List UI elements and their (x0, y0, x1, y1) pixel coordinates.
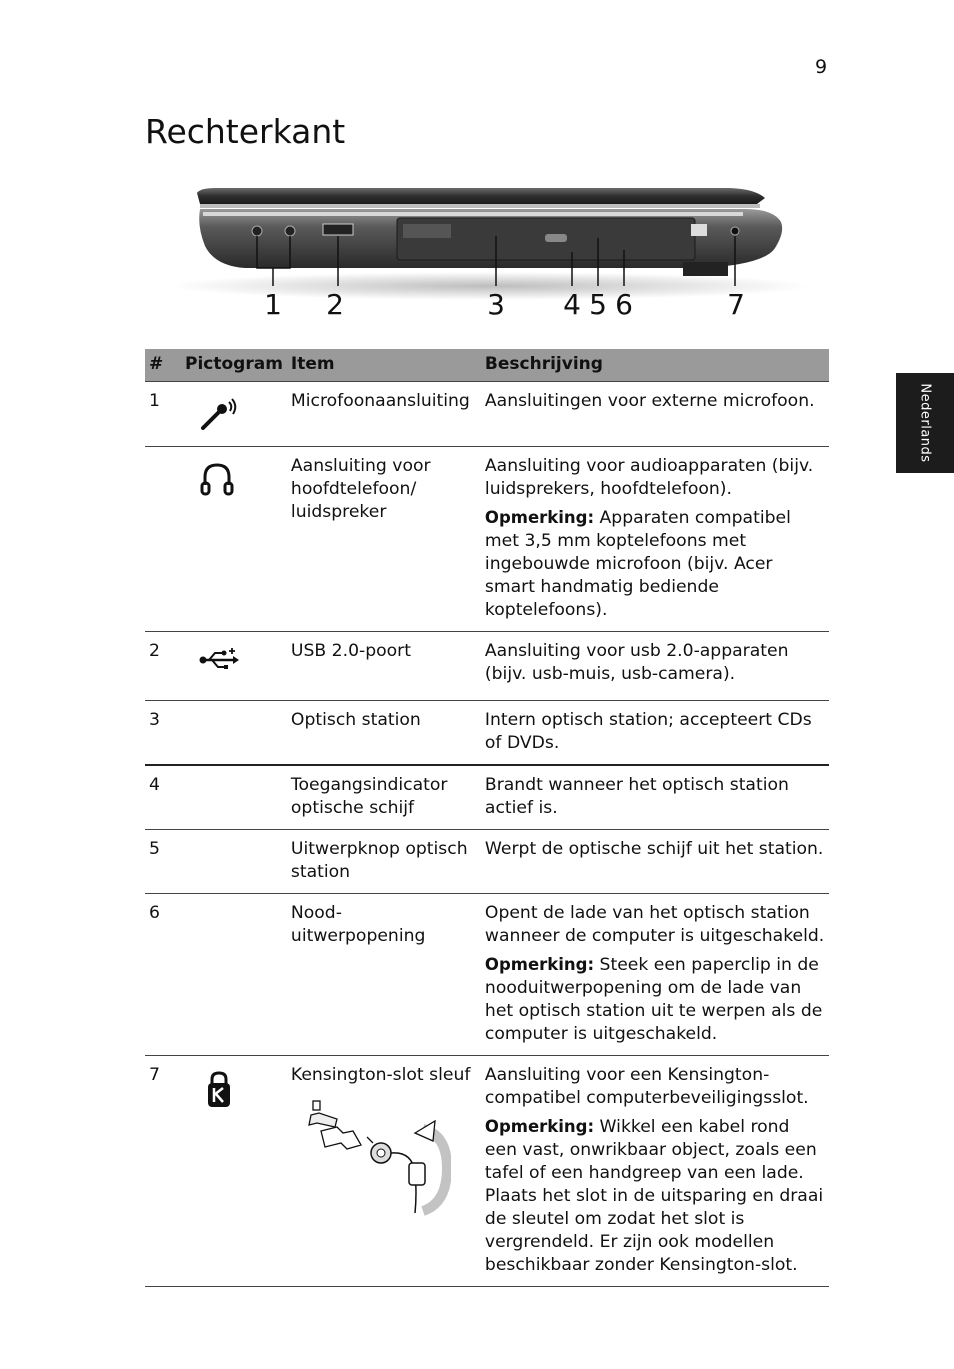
header-item: Item (287, 349, 481, 382)
note-label: Opmerking: (484, 508, 595, 527)
headphones-icon (199, 461, 235, 497)
note-text: Apparaten compatibel met 3,5 mm koptelefoons met ingebouwde microfoon (bijv. Acer smart handmatig bediende koptelefoons). (484, 508, 791, 620)
row-description: Brandt wanneer het optisch station actief is. (484, 775, 789, 818)
row-description: Opent de lade van het optisch station wanneer de computer is uitgeschakeld. (484, 903, 825, 946)
row-item: Microfoonaansluiting (290, 391, 470, 411)
header-icon: Pictogram (181, 349, 287, 382)
callout-4: 4 (563, 288, 581, 321)
row-item: Aansluiting voor hoofdtelefoon/ luidspreker (287, 447, 481, 632)
row-description: Aansluiting voor een Kensington-compatibel computerbeveiligingsslot. (484, 1065, 809, 1108)
callout-5: 5 (589, 288, 607, 321)
callout-3: 3 (487, 288, 505, 321)
callout-2: 2 (326, 288, 344, 321)
row-number: 4 (145, 765, 181, 830)
row-number: 1 (149, 391, 160, 411)
header-number: # (145, 349, 181, 382)
row-note (485, 953, 825, 1046)
row-number: 7 (145, 1056, 181, 1287)
table-header-row (145, 349, 829, 382)
row-number: 6 (145, 894, 181, 1056)
row-description: Werpt de optische schijf uit het station. (484, 839, 824, 859)
row-item: Toegangsindicator optische schijf (287, 765, 481, 830)
language-side-tab (896, 373, 954, 473)
microphone-icon (199, 396, 239, 432)
table-row (145, 447, 829, 632)
row-number: 2 (145, 632, 181, 701)
row-note (485, 1115, 825, 1277)
header-description: Beschrijving (481, 349, 829, 382)
row-note (485, 506, 825, 622)
callout-1: 1 (264, 288, 282, 321)
callout-7: 7 (727, 288, 745, 321)
language-side-tab-label: Nederlands (917, 383, 933, 463)
table-row (145, 382, 829, 447)
kensington-lock-icon (199, 1070, 239, 1110)
callout-6: 6 (615, 288, 633, 321)
note-label: Opmerking: (484, 955, 595, 974)
note-label: Opmerking: (484, 1117, 595, 1136)
page-title: Rechterkant (145, 112, 346, 151)
row-item: Uitwerpknop optisch station (287, 830, 481, 894)
table-row (145, 701, 829, 766)
row-number: 5 (145, 830, 181, 894)
row-number (145, 447, 181, 632)
table-row (145, 830, 829, 894)
table-row (145, 894, 829, 1056)
note-text: Steek een paperclip in de nooduitwerpopening om de lade van het optisch station uit te werpen als de computer is uitgeschakeld. (484, 955, 823, 1044)
row-description: Aansluiting voor audioapparaten (bijv. luidsprekers, hoofdtelefoon). (484, 456, 814, 499)
usb-icon (199, 646, 239, 672)
row-item: Optisch station (287, 701, 481, 766)
kensington-lock-illustration (291, 1093, 451, 1218)
table-row (145, 1056, 829, 1287)
row-item: Nood- uitwerpopening (287, 894, 481, 1056)
page-number: 9 (815, 56, 828, 78)
table-row (145, 765, 829, 830)
row-description: Aansluitingen voor externe microfoon. (484, 391, 815, 411)
table-row (145, 632, 829, 701)
ports-table (145, 349, 829, 1287)
row-number: 3 (145, 701, 181, 766)
row-item: Kensington-slot sleuf (290, 1065, 471, 1085)
row-item: USB 2.0-poort (287, 632, 481, 701)
row-description: Aansluiting voor usb 2.0-apparaten (bijv. usb-muis, usb-camera). (484, 641, 789, 684)
row-description: Intern optisch station; accepteert CDs of DVDs. (484, 710, 812, 753)
note-text: Wikkel een kabel rond een vast, onwrikbaar object, zoals een tafel of een handgreep van een lade. Plaats het slot in de uitsparing en draai de sleutel om zodat het slot is vergrendeld. Er zijn ook modellen beschikbaar zonder Kensington-slot. (484, 1117, 824, 1275)
